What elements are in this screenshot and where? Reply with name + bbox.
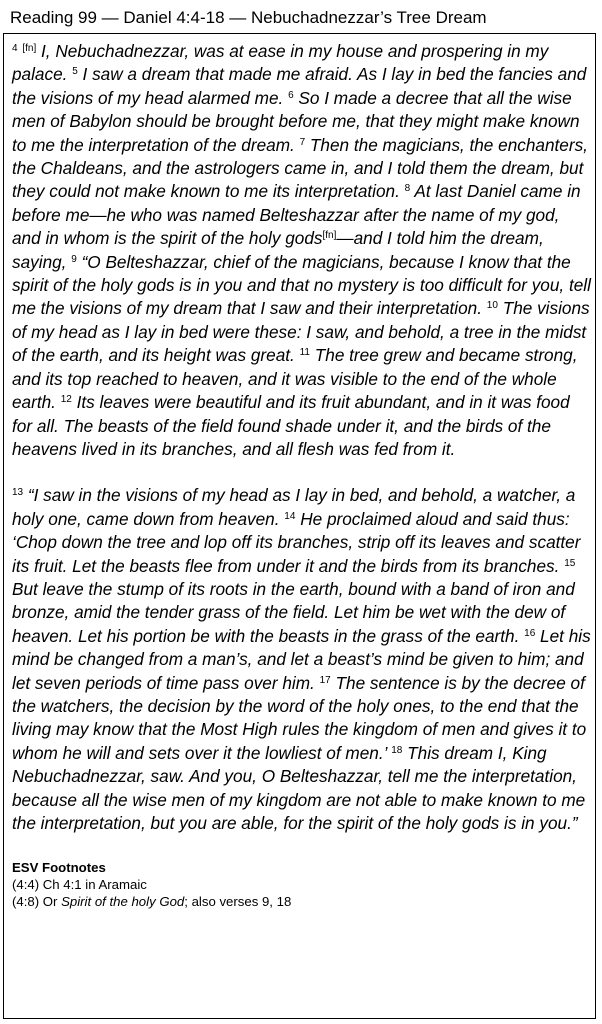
verse-text: The sentence is by the decree of the watchers, the decision by the word of the holy ones, to the end that the living may know that the Most High rules the kingdom of men and gives it to whom he will and sets over it the lowliest of men.’ [12, 672, 587, 763]
passage-frame [3, 33, 596, 1019]
verse-text: So I made a decree that all the wise men of Babylon should be brought before me, that they might make known to me the interpretation of the dream. [12, 87, 580, 155]
verse-text: “O Belteshazzar, chief of the magicians, because I know that the spirit of the holy gods is in you and that no mystery is too difficult for you, tell me the visions of my dream that I saw and their interpretation. [12, 251, 591, 319]
verse-number: 17 [319, 674, 331, 686]
footnote-ref[interactable]: (4:8) [12, 894, 43, 910]
verse-number: 9 [71, 253, 77, 265]
footnote-ref[interactable]: (4:4) [12, 877, 43, 893]
verse-text: Let his mind be changed from a man’s, and let a beast’s mind be given to him; and let seven periods of time pass over him. [12, 625, 591, 693]
verse-number: 18 [391, 744, 403, 756]
footnote-text: Or [42, 894, 62, 910]
paragraph-verses-13-18 [12, 484, 592, 835]
verse-text: He proclaimed aloud and said thus: ‘Chop down the tree and lop off its branches, strip off its leaves and scatter its fruit. Let the beasts flee from under it and the birds from its branches. [12, 508, 581, 576]
footnote-text: Ch 4:1 in Aramaic [42, 877, 147, 893]
verse-text: “I saw in the visions of my head as I lay in bed, and behold, a watcher, a holy one, came down from heaven. [12, 485, 576, 529]
verse-number: 8 [404, 183, 411, 195]
footnote-item [12, 893, 592, 910]
paragraph-verses-4-12 [12, 40, 592, 461]
footnote-text-rest: ; also verses 9, 18 [184, 894, 292, 910]
footnotes-section [12, 859, 592, 910]
verse-text: At last Daniel came in before me—he who was named Belteshazzar after the name of my god, and in whom is the spirit of the holy gods [12, 181, 581, 249]
footnote-marker[interactable]: [fn] [22, 43, 37, 54]
verse-number: 6 [288, 89, 294, 101]
verse-number: 7 [299, 136, 306, 148]
verse-text: —and I told him the dream, saying, [12, 228, 544, 272]
verse-text: The visions of my head as I lay in bed were these: I saw, and behold, a tree in the midst of the earth, and its height was great. [12, 298, 590, 366]
verse-number: 12 [60, 394, 72, 406]
verse-text: I saw a dream that made me afraid. As I lay in bed the fancies and the visions of my head alarmed me. [12, 64, 587, 108]
verse-number: 11 [299, 347, 310, 359]
verse-number: 5 [72, 66, 78, 78]
verse-number: 13 [12, 487, 24, 499]
footnote-marker[interactable]: [fn] [322, 230, 337, 242]
verse-number: 4 [12, 43, 18, 54]
verse-text: But leave the stump of its roots in the earth, bound with a band of iron and bronze, amid the tender grass of the field. Let him be wet with the dew of heaven. Let his portion be with the beasts in the grass of the earth. [12, 578, 575, 646]
verse-number: 16 [524, 627, 536, 639]
verse-number: 14 [284, 510, 296, 522]
verse-text: I, Nebuchadnezzar, was at ease in my house and prospering in my palace. [12, 41, 549, 85]
footnote-item [12, 876, 592, 893]
verse-text: This dream I, King Nebuchadnezzar, saw. And you, O Belteshazzar, tell me the interpretation, because all the wise men of my kingdom are not able to make known to me the interpretation, but you are able, for the spirit of the holy gods is in you.” [12, 742, 586, 833]
verse-number: 15 [564, 557, 576, 569]
reading-title: Reading 99 — Daniel 4:4-18 — Nebuchadnezzar’s Tree Dream [10, 8, 487, 27]
verse-number: 10 [486, 300, 498, 312]
verse-text: Its leaves were beautiful and its fruit abundant, and in it was food for all. The beasts of the field found shade under it, and the birds of the heavens lived in its branches, and all flesh was fed from it. [12, 392, 570, 459]
footnote-emphasis: Spirit of the holy God [61, 894, 185, 910]
passage-content [12, 40, 592, 910]
verse-text: Then the magicians, the enchanters, the Chaldeans, and the astrologers came in, and I told them the dream, but they could not make known to me its interpretation. [12, 134, 588, 202]
verse-text: The tree grew and became strong, and its top reached to heaven, and it was visible to the end of the whole earth. [12, 345, 578, 413]
footnotes-heading: ESV Footnotes [12, 860, 106, 876]
